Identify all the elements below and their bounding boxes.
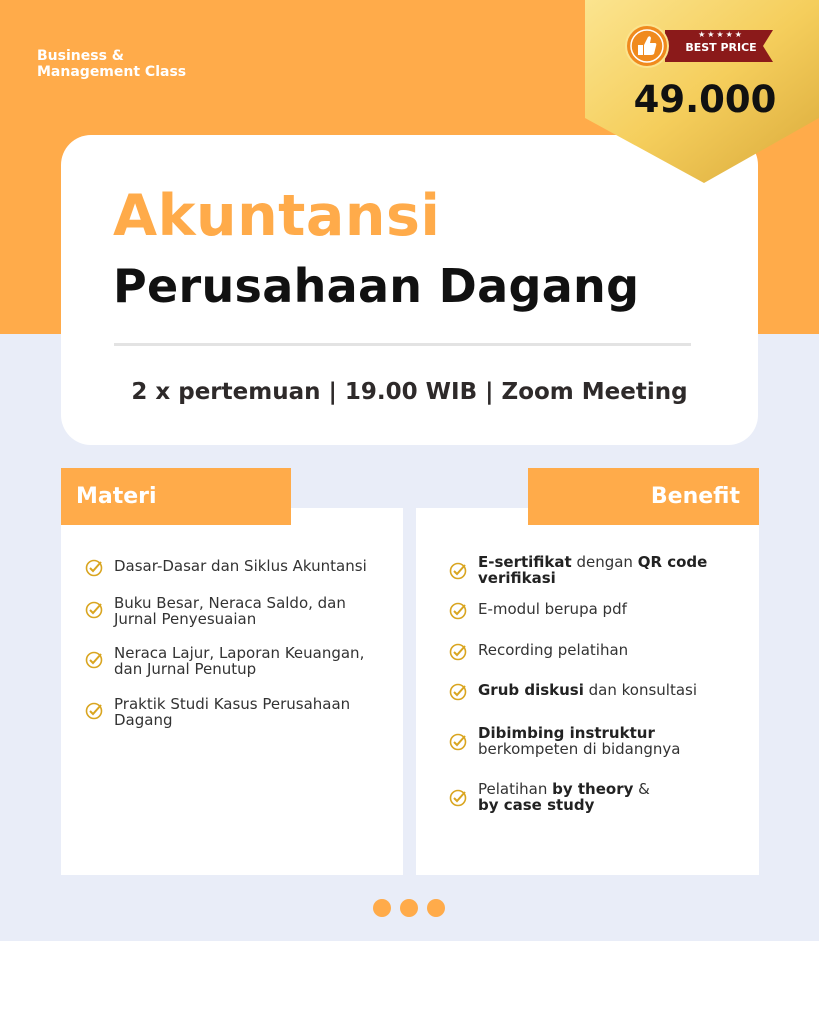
materi-item-line: dan Jurnal Penutup <box>114 660 257 678</box>
thumbs-up-icon <box>625 24 669 68</box>
best-price-label: BEST PRICE <box>685 41 757 54</box>
check-circle-icon <box>449 643 467 661</box>
benefit-bold-text: QR code <box>637 553 708 571</box>
benefit-bold-text: E-sertifikat <box>478 553 572 571</box>
check-circle-icon <box>85 601 103 619</box>
benefit-text: berkompeten di bidangnya <box>478 740 681 758</box>
pagination-dot[interactable] <box>373 899 391 917</box>
benefit-text: Recording pelatihan <box>478 641 629 659</box>
class-label-line2: Management Class <box>37 64 187 80</box>
benefit-text: & <box>633 780 650 798</box>
check-circle-icon <box>85 651 103 669</box>
materi-item-line: Jurnal Penyesuaian <box>114 610 257 628</box>
check-circle-icon <box>85 559 103 577</box>
check-circle-icon <box>449 683 467 701</box>
price-badge <box>585 0 819 183</box>
course-title-main: Akuntansi <box>113 183 441 249</box>
materi-item-line: Neraca Lajur, Laporan Keuangan, <box>114 644 365 662</box>
benefit-bold-text: by case study <box>478 796 595 814</box>
benefit-text: dengan <box>571 553 638 571</box>
price-value: 49.000 <box>633 78 777 121</box>
materi-item-line: Buku Besar, Neraca Saldo, dan <box>114 594 346 612</box>
materi-item-line: Dagang <box>114 711 173 729</box>
benefit-text: Pelatihan <box>478 780 553 798</box>
materi-heading: Materi <box>61 468 291 525</box>
check-circle-icon <box>449 562 467 580</box>
class-label-line1: Business & <box>37 48 124 64</box>
check-circle-icon <box>449 602 467 620</box>
benefit-bold-text: Grub diskusi <box>478 681 584 699</box>
materi-item-line: Praktik Studi Kasus Perusahaan <box>114 695 351 713</box>
materi-item-line: Dasar-Dasar dan Siklus Akuntansi <box>114 557 367 575</box>
benefit-bold-text: Dibimbing instruktur <box>478 724 655 742</box>
check-circle-icon <box>449 733 467 751</box>
benefit-bold-text: verifikasi <box>478 569 556 587</box>
hero-divider <box>114 343 691 346</box>
check-circle-icon <box>449 789 467 807</box>
benefit-text: dan konsultasi <box>583 681 698 699</box>
bottom-white-band <box>0 941 819 1024</box>
benefit-text: E-modul berupa pdf <box>478 600 627 618</box>
check-circle-icon <box>85 702 103 720</box>
class-label <box>37 48 257 80</box>
benefit-heading: Benefit <box>528 468 759 525</box>
benefit-bold-text: by theory <box>552 780 634 798</box>
pagination-dot[interactable] <box>427 899 445 917</box>
course-title-sub: Perusahaan Dagang <box>113 259 640 313</box>
pagination-dot[interactable] <box>400 899 418 917</box>
rating-stars: ★★★★★ <box>698 30 744 39</box>
schedule-info: 2 x pertemuan | 19.00 WIB | Zoom Meeting <box>131 379 688 405</box>
